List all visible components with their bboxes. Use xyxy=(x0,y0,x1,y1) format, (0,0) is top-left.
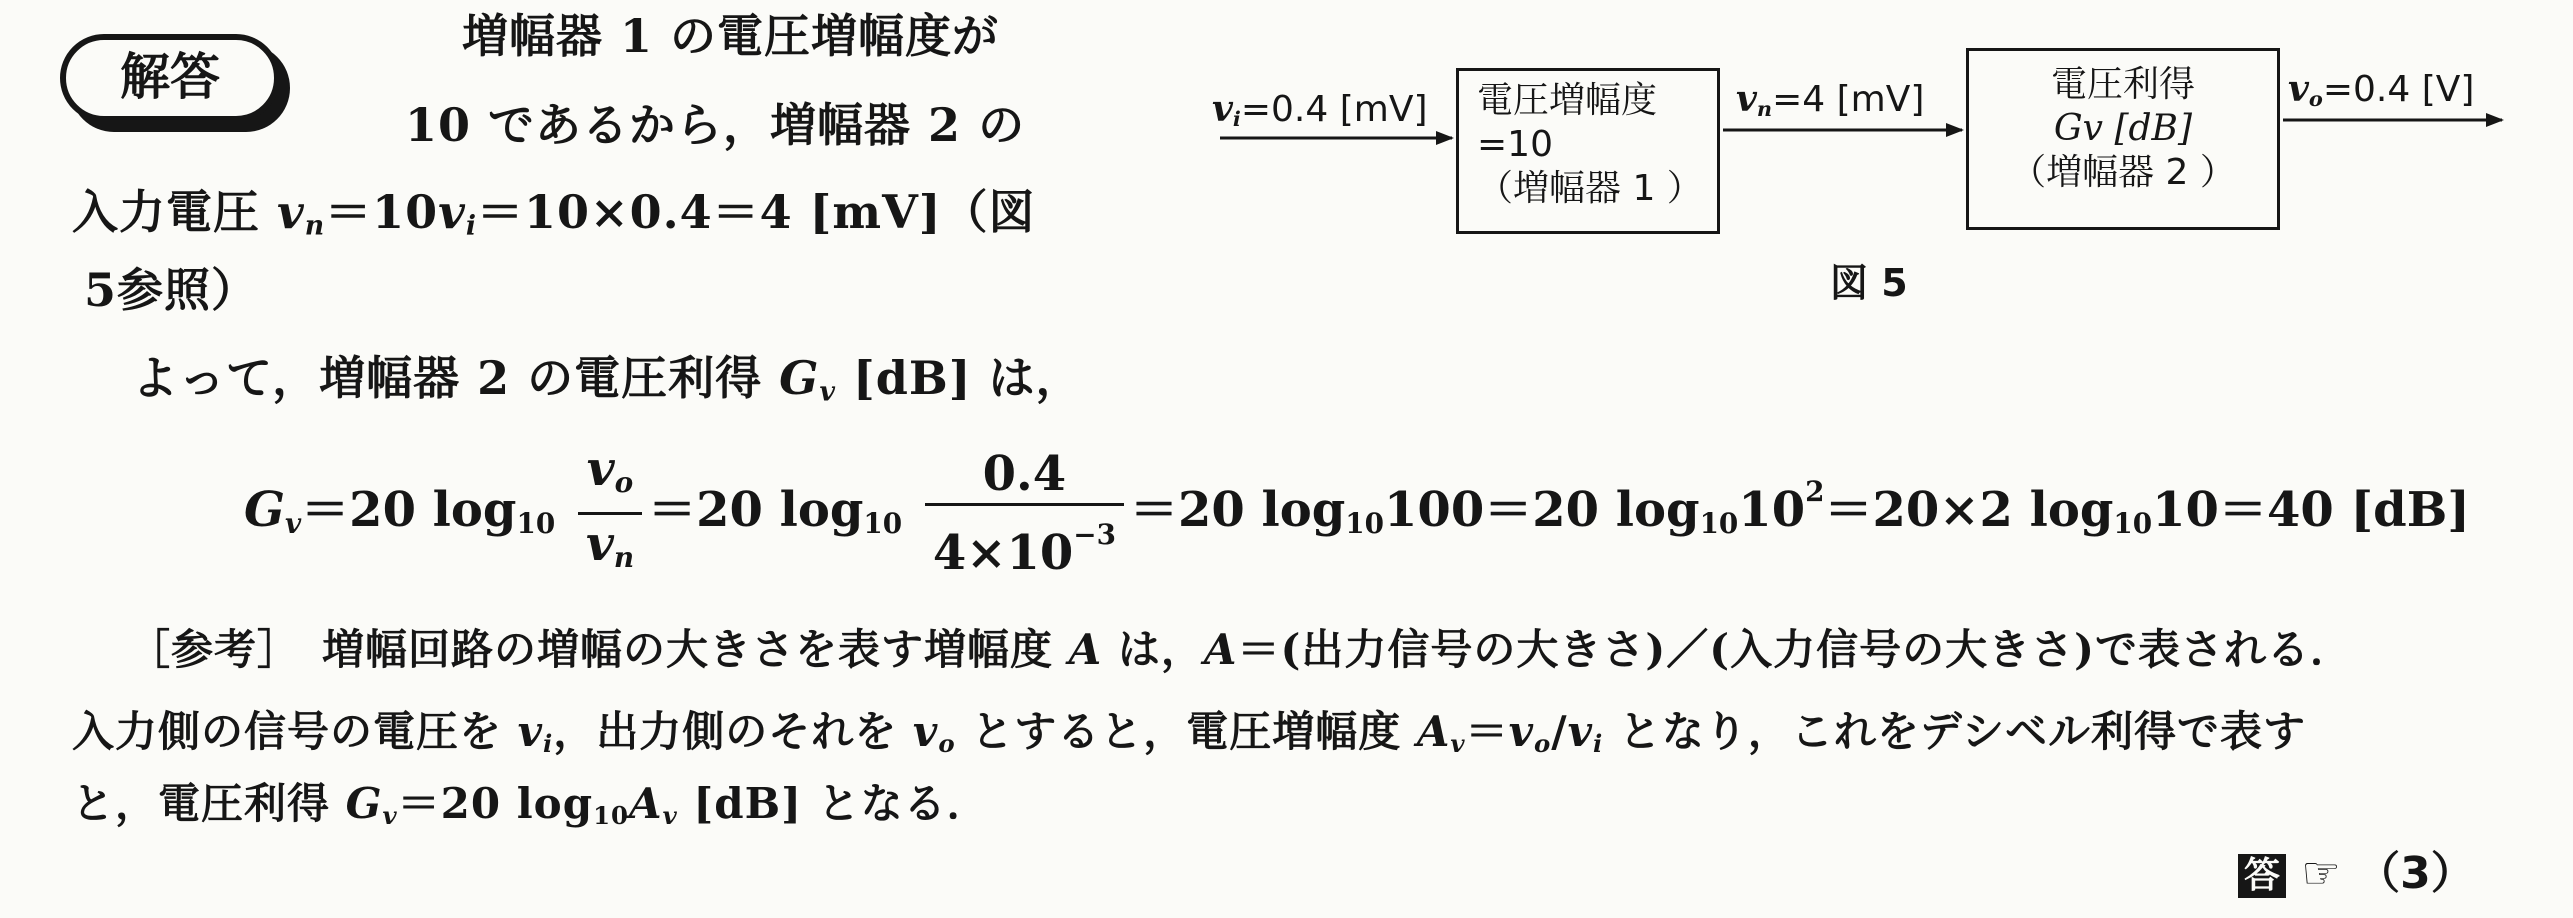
amplifier2-box: 電圧利得 Gv [dB] （増幅器 2 ） xyxy=(1966,48,2280,230)
para1-line2: 10 であるから，増幅器 2 の xyxy=(405,98,1026,152)
reference-line2: 入力側の信号の電圧を $v_i$，出力側のそれを $v_o$ とすると，電圧増幅度 $A_v=v_o/v_i$ となり，これをデシベル利得で表す xyxy=(72,707,2307,759)
pointing-hand-icon: ☞ xyxy=(2301,848,2341,899)
block-diagram xyxy=(1200,20,2520,310)
input-voltage-label: $v_i=0.4$ [mV] xyxy=(1212,88,1428,132)
fraction-values: $\frac{0.4}{4\times 10^{-3}}$ xyxy=(925,445,1124,582)
gain-formula: $G_v=20$ $\log_{10}$ $\frac{v_o}{v_n}$ ＝20 $\log_{10}$ $\frac{0.4}{4\times 10^{-3}}$ ＝20 $\log_{10}100=20$ $\log_{10}10^2=20\times 2$ $\log_{10}10=40$ [dB] xyxy=(244,440,2470,587)
fraction-vo-vn: $\frac{v_o}{v_n}$ xyxy=(578,440,642,587)
para2-line: よって，増幅器 2 の電圧利得 $G_v$ [dB] は， xyxy=(132,351,1083,408)
para1-line3: 入力電圧 $v_n=10v_i=10\times 0.4=4$ [mV]（図 xyxy=(72,185,1036,242)
reference-line1: ［参考］ 増幅回路の増幅の大きさを表す増幅度 A は，A＝(出力信号の大きさ)／(入力信号の大きさ)で表される． xyxy=(128,625,2353,674)
answer-value: （3） xyxy=(2356,848,2475,899)
output-voltage-label: $v_o=0.4$ [V] xyxy=(2288,68,2475,112)
amplifier1-box: 電圧増幅度 =10 （増幅器 1 ） xyxy=(1456,68,1720,234)
answer-mark: 答 xyxy=(2238,854,2286,898)
reference-line3: と，電圧利得 $G_v=20$ $\log_{10}A_v$ [dB] となる． xyxy=(72,779,990,831)
figure-caption: 図 5 xyxy=(1830,261,1908,305)
para1-line4: 5参照） xyxy=(84,263,259,317)
final-answer xyxy=(2238,846,2475,902)
para1-line1: 増幅器 1 の電圧増幅度が xyxy=(462,9,1000,63)
answer-badge: 解答 xyxy=(60,34,280,122)
middle-voltage-label: $v_n=4$ [mV] xyxy=(1736,78,1925,122)
